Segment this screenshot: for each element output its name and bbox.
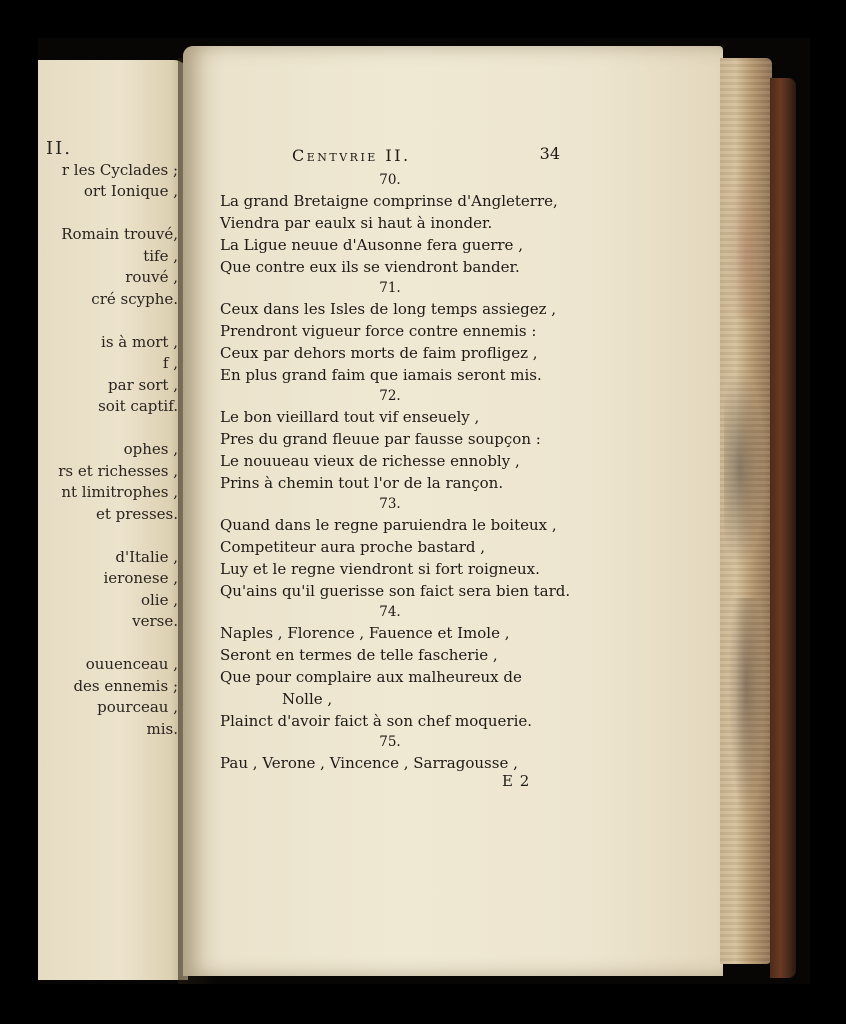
quatrain-number: 72.	[379, 388, 401, 404]
signature-mark: E 2	[502, 772, 531, 790]
left-page-gap	[38, 525, 178, 547]
left-page-line: is à mort ,	[101, 332, 178, 351]
left-page-line: f ,	[162, 354, 178, 372]
verse-line: Que pour complaire aux malheureux de	[220, 668, 522, 686]
left-page-line: rouvé ,	[125, 268, 178, 286]
left-page-line: Romain trouvé,	[61, 225, 178, 243]
left-page-gap	[38, 203, 178, 225]
verse-line: Prins à chemin tout l'or de la rançon.	[220, 474, 504, 492]
quatrain-number: 70.	[379, 172, 401, 188]
verse-line: Pau , Verone , Vincence , Sarragousse ,	[220, 754, 518, 772]
left-page-line: pourceau ,	[97, 698, 178, 716]
left-page-gap	[38, 633, 178, 655]
marbled-edge-stain	[726, 158, 766, 318]
running-head: Centvrie II.	[292, 146, 411, 165]
verse-line: Naples , Florence , Fauence et Imole ,	[220, 624, 510, 642]
verse-line: La grand Bretaigne comprinse d'Angleterre,	[220, 192, 558, 210]
left-page-line: ophes ,	[123, 440, 178, 458]
left-page-text	[38, 138, 178, 740]
quatrains	[220, 170, 571, 774]
verse-line: Quand dans le regne paruiendra le boiteux ,	[220, 516, 557, 534]
marbled-edge-stain	[724, 368, 764, 568]
quatrain-number: 75.	[379, 734, 401, 750]
quatrain-number: 73.	[379, 496, 401, 512]
left-page	[38, 60, 188, 980]
page-number: 34	[539, 144, 560, 163]
verse-line: Ceux dans les Isles de long temps assiegez ,	[220, 300, 557, 318]
left-page-line: cré scyphe.	[91, 289, 178, 308]
left-page-line: mis.	[146, 719, 178, 738]
left-page-line: r les Cyclades ;	[61, 160, 178, 179]
left-page-line: ort Ionique ,	[83, 182, 178, 200]
verse-line: Viendra par eaulx si haut à inonder.	[220, 214, 493, 232]
page-header	[220, 144, 560, 168]
left-page-line: par sort ,	[108, 375, 178, 394]
verse-line: Nolle ,	[282, 690, 333, 708]
left-page-line: tife ,	[143, 246, 178, 265]
book-photograph	[38, 38, 810, 984]
left-page-line: ieronese ,	[103, 569, 178, 587]
verse-line: Pres du grand fleuue par fausse soupçon :	[220, 430, 541, 448]
verse-line: Seront en termes de telle fascherie ,	[220, 646, 498, 664]
left-page-line: verse.	[132, 612, 178, 630]
quatrain-number: 74.	[379, 604, 401, 620]
left-page-line: nt limitrophes ,	[61, 483, 178, 501]
verse-line: Que contre eux ils se viendront bander.	[220, 258, 520, 276]
verse-line: Le nouueau vieux de richesse ennobly ,	[220, 452, 520, 470]
left-page-heading: II.	[46, 138, 72, 159]
left-page-gap	[38, 418, 178, 440]
verse-line: Qu'ains qu'il guerisse son faict sera bien tard.	[220, 582, 571, 600]
marbled-edge-stain	[728, 598, 764, 818]
left-page-line: d'Italie ,	[115, 547, 178, 566]
left-page-line: rs et richesses ,	[58, 461, 178, 480]
left-page-line: soit captif.	[98, 397, 178, 415]
left-page-line: olie ,	[140, 590, 178, 609]
left-page-line: ouuenceau ,	[85, 655, 178, 673]
verse-line: Prendront vigueur force contre ennemis :	[220, 322, 537, 340]
left-page-gap	[38, 310, 178, 332]
verse-line: Luy et le regne viendront si fort roigneux.	[220, 560, 540, 578]
verse-line: Le bon vieillard tout vif enseuely ,	[220, 408, 480, 426]
leather-cover-edge	[770, 78, 796, 978]
verse-line: En plus grand faim que iamais seront mis.	[220, 366, 542, 384]
left-page-line: des ennemis ;	[73, 676, 178, 695]
verse-line: Ceux par dehors morts de faim profligez ,	[220, 344, 538, 362]
verse-line: Competiteur aura proche bastard ,	[220, 538, 486, 556]
verse-line: Plainct d'avoir faict à son chef moquerie.	[220, 712, 533, 730]
quatrain-number: 71.	[379, 280, 401, 296]
verse-line: La Ligue neuue d'Ausonne fera guerre ,	[220, 236, 523, 254]
left-page-line: et presses.	[95, 504, 178, 523]
